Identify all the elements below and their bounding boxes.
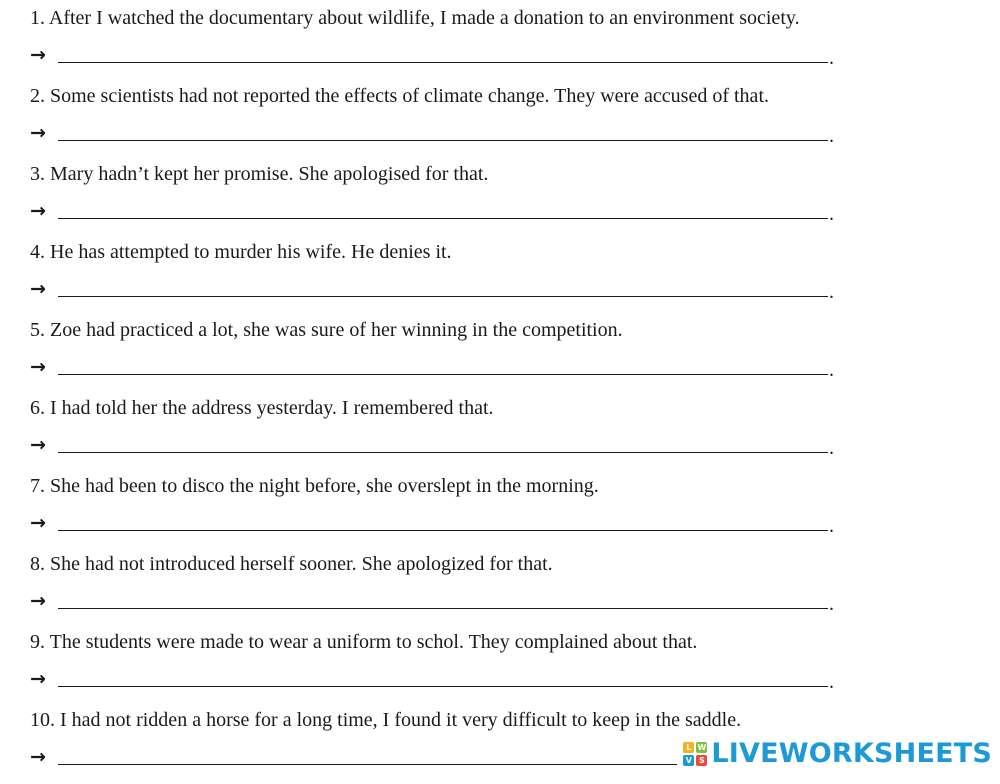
arrow-icon: → <box>30 434 46 456</box>
arrow-icon: → <box>30 512 46 534</box>
logo-square-blue: V <box>683 755 694 766</box>
arrow-icon: → <box>30 278 46 300</box>
answer-row <box>30 352 850 382</box>
question-text: 6. I had told her the address yesterday. I remembered that. <box>30 397 494 419</box>
sentence-end: . <box>829 203 834 225</box>
question-text: 3. Mary hadn’t kept her promise. She apologised for that. <box>30 163 489 185</box>
question-2 <box>30 82 970 160</box>
liveworksheets-watermark <box>677 737 992 771</box>
question-7 <box>30 472 970 550</box>
brand-name: LIVEWORKSHEETS <box>711 738 992 769</box>
answer-blank[interactable] <box>58 140 828 141</box>
liveworksheets-logo-icon <box>683 742 707 766</box>
question-text: 1. After I watched the documentary about wildlife, I made a donation to an environment society. <box>30 7 800 29</box>
question-8 <box>30 550 970 628</box>
question-5 <box>30 316 970 394</box>
answer-row <box>30 118 850 148</box>
question-6 <box>30 394 970 472</box>
answer-row <box>30 508 850 538</box>
arrow-icon: → <box>30 200 46 222</box>
answer-blank[interactable] <box>58 530 828 531</box>
arrow-icon: → <box>30 746 46 768</box>
sentence-end: . <box>829 671 834 693</box>
logo-square-red: S <box>696 755 707 766</box>
sentence-end: . <box>829 47 834 69</box>
question-9 <box>30 628 970 706</box>
answer-row <box>30 40 850 70</box>
arrow-icon: → <box>30 590 46 612</box>
sentence-end: . <box>829 593 834 615</box>
question-1 <box>30 4 970 82</box>
answer-blank[interactable] <box>58 374 828 375</box>
sentence-end: . <box>829 125 834 147</box>
answer-row <box>30 274 850 304</box>
answer-blank[interactable] <box>58 608 828 609</box>
logo-square-yellow: L <box>683 742 694 753</box>
answer-row <box>30 664 850 694</box>
question-text: 2. Some scientists had not reported the effects of climate change. They were accused of that. <box>30 85 769 107</box>
answer-row <box>30 430 850 460</box>
answer-blank[interactable] <box>58 296 828 297</box>
question-text: 10. I had not ridden a horse for a long time, I found it very difficult to keep in the saddle. <box>30 709 742 731</box>
sentence-end: . <box>829 281 834 303</box>
question-text: 7. She had been to disco the night before, she overslept in the morning. <box>30 475 599 497</box>
sentence-end: . <box>829 437 834 459</box>
question-text: 5. Zoe had practiced a lot, she was sure of her winning in the competition. <box>30 319 623 341</box>
answer-blank[interactable] <box>58 452 828 453</box>
arrow-icon: → <box>30 122 46 144</box>
arrow-icon: → <box>30 356 46 378</box>
answer-blank[interactable] <box>58 218 828 219</box>
question-text: 4. He has attempted to murder his wife. He denies it. <box>30 241 452 263</box>
arrow-icon: → <box>30 668 46 690</box>
answer-blank[interactable] <box>58 686 828 687</box>
logo-square-green: W <box>697 743 707 752</box>
sentence-end: . <box>829 359 834 381</box>
answer-row <box>30 196 850 226</box>
sentence-end: . <box>829 515 834 537</box>
arrow-icon: → <box>30 44 46 66</box>
answer-row <box>30 586 850 616</box>
question-3 <box>30 160 970 238</box>
answer-blank[interactable] <box>58 62 828 63</box>
question-text: 9. The students were made to wear a uniform to schol. They complained about that. <box>30 631 698 653</box>
question-4 <box>30 238 970 316</box>
question-text: 8. She had not introduced herself sooner. She apologized for that. <box>30 553 553 575</box>
